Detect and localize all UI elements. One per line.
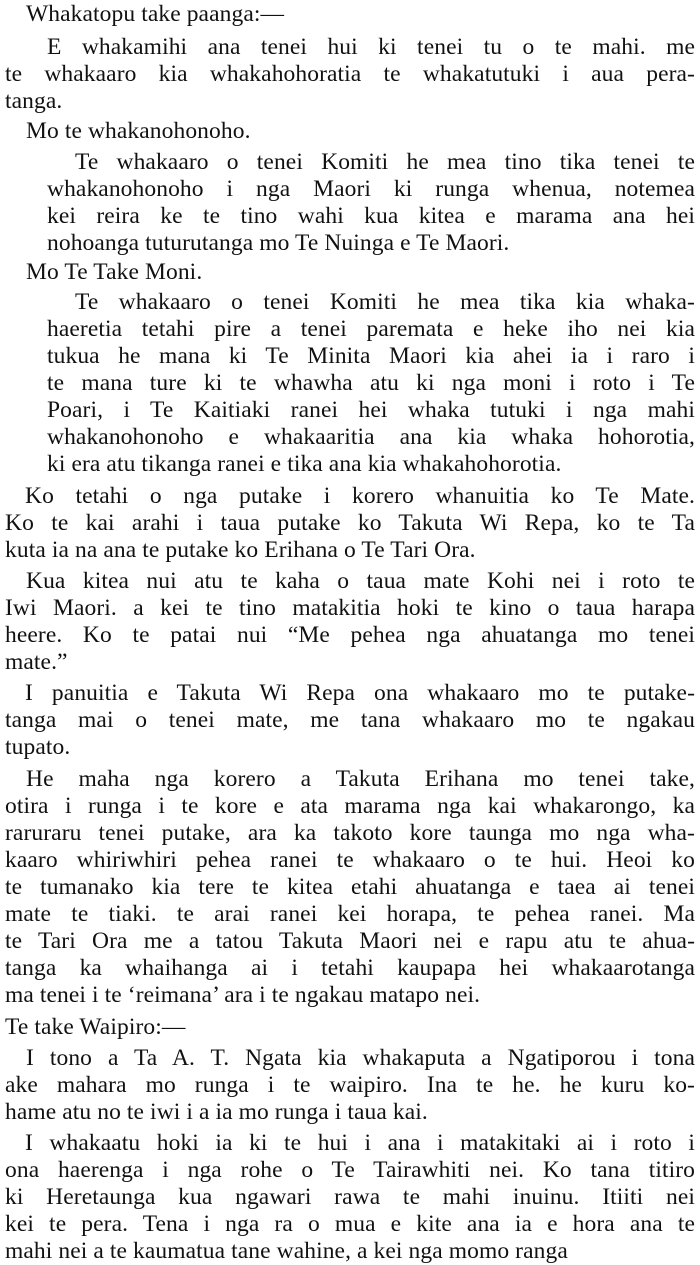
para-erihana-line: ma tenei i te ‘reimana’ ara i te ngakau matapo nei.	[5, 982, 481, 1008]
para-mate-kohi-line: Kua kitea nui atu te kaha o taua mate Kohi nei i roto te	[26, 568, 695, 594]
para-erihana-line: He maha nga korero a Takuta Erihana mo tenei take,	[26, 766, 695, 792]
heading-take-paanga-line: Whakatopu take paanga:—	[26, 1, 285, 27]
para-mate-kohi-line: Iwi Maori. a kei te tino matakitia hoki te kino o taua harapa	[5, 595, 695, 621]
para-erihana-line: te tumanako kia tere te kitea etahi ahuatanga e taea ai tenei	[5, 874, 695, 900]
para-erihana-line: raruraru tenei putake, ara ka takoto kore taunga mo nga wha-	[5, 820, 695, 846]
para-take-moni-line: whakanohonoho e whakaaritia ana kia whaka hohorotia,	[47, 424, 695, 450]
para-whakaatu-line: ki Heretaunga kua ngawari rawa te mahi inuinu. Itiiti nei	[5, 1184, 695, 1210]
para-whakanohonoho-line: kei reira ke te tino wahi kua kitea e marama ana hei	[47, 203, 695, 229]
para-whakamihi-line: E whakamihi ana tenei hui ki tenei tu o te mahi. me	[47, 34, 695, 60]
para-te-mate-line: kuta ia na ana te putake ko Erihana o Te Tari Ora.	[5, 537, 476, 563]
heading-take-moni-line: Mo Te Take Moni.	[26, 259, 203, 285]
para-ngata-line: ake mahara mo runga i te waipiro. Ina te he. he kuru ko-	[5, 1072, 695, 1098]
para-erihana-line: te Tari Ora me a tatou Takuta Maori nei e rapu atu te ahua-	[5, 928, 695, 954]
para-panuitia-line: tanga mai o tenei mate, me tana whakaaro mo te ngakau	[5, 707, 695, 733]
para-erihana-line: tanga ka whaihanga ai i tetahi kaupapa hei whakaarotanga	[5, 955, 695, 981]
para-whakanohonoho-line: Te whakaaro o tenei Komiti he mea tino tika tenei te	[75, 149, 695, 175]
para-erihana-line: otira i runga i te kore e ata marama nga kai whakarongo, ka	[5, 793, 695, 819]
para-take-moni-line: haeretia tetahi pire a tenei paremata e heke iho nei kia	[47, 316, 695, 342]
para-te-mate-line: Ko tetahi o nga putake i korero whanuitia ko Te Mate.	[25, 483, 695, 509]
heading-waipiro-line: Te take Waipiro:—	[5, 1014, 186, 1040]
para-take-moni-line: ki era atu tikanga ranei e tika ana kia whakahohorotia.	[47, 451, 562, 477]
para-panuitia-line: tupato.	[5, 734, 71, 760]
para-whakaatu-line: ona haerenga i nga rohe o Te Tairawhiti nei. Ko tana titiro	[5, 1157, 695, 1183]
para-ngata-line: I tono a Ta A. T. Ngata kia whakaputa a Ngatiporou i tona	[26, 1045, 695, 1071]
para-erihana-line: kaaro whiriwhiri pehea ranei te whakaaro o te hui. Heoi ko	[5, 847, 695, 873]
para-take-moni-line: Te whakaaro o tenei Komiti he mea tika kia whaka-	[75, 289, 695, 315]
heading-whakanohonoho-line: Mo te whakanohonoho.	[26, 118, 251, 144]
para-take-moni-line: tukua he mana ki Te Minita Maori kia ahei ia i raro i	[47, 343, 695, 369]
para-whakamihi-line: te whakaaro kia whakahohoratia te whakatutuki i aua pera-	[5, 61, 695, 87]
para-te-mate-line: Ko te kai arahi i taua putake ko Takuta Wi Repa, ko te Ta	[5, 510, 695, 536]
para-whakanohonoho-line: whakanohonoho i nga Maori ki runga whenua, notemea	[47, 176, 695, 202]
para-whakamihi-line: tanga.	[5, 88, 63, 114]
para-erihana-line: mate te tiaki. te arai ranei kei horapa, te pehea ranei. Ma	[5, 901, 695, 927]
para-whakaatu-line: mahi nei a te kaumatua tane wahine, a kei nga momo ranga	[5, 1238, 568, 1264]
para-take-moni-line: te mana ture ki te whawha atu ki nga moni i roto i Te	[47, 370, 695, 396]
para-mate-kohi-line: mate.”	[5, 649, 68, 675]
para-mate-kohi-line: heere. Ko te patai nui “Me pehea nga ahuatanga mo tenei	[5, 622, 695, 648]
para-whakaatu-line: I whakaatu hoki ia ki te hui i ana i matakitaki ai i roto i	[25, 1130, 695, 1156]
para-whakanohonoho-line: nohoanga tuturutanga mo Te Nuinga e Te Maori.	[47, 230, 510, 256]
para-whakaatu-line: kei te pera. Tena i nga ra o mua e kite ana ia e hora ana te	[5, 1211, 695, 1237]
para-take-moni-line: Poari, i Te Kaitiaki ranei hei whaka tutuki i nga mahi	[47, 397, 695, 423]
para-panuitia-line: I panuitia e Takuta Wi Repa ona whakaaro mo te putake-	[25, 680, 695, 706]
para-ngata-line: hame atu no te iwi i a ia mo runga i taua kai.	[5, 1099, 428, 1125]
